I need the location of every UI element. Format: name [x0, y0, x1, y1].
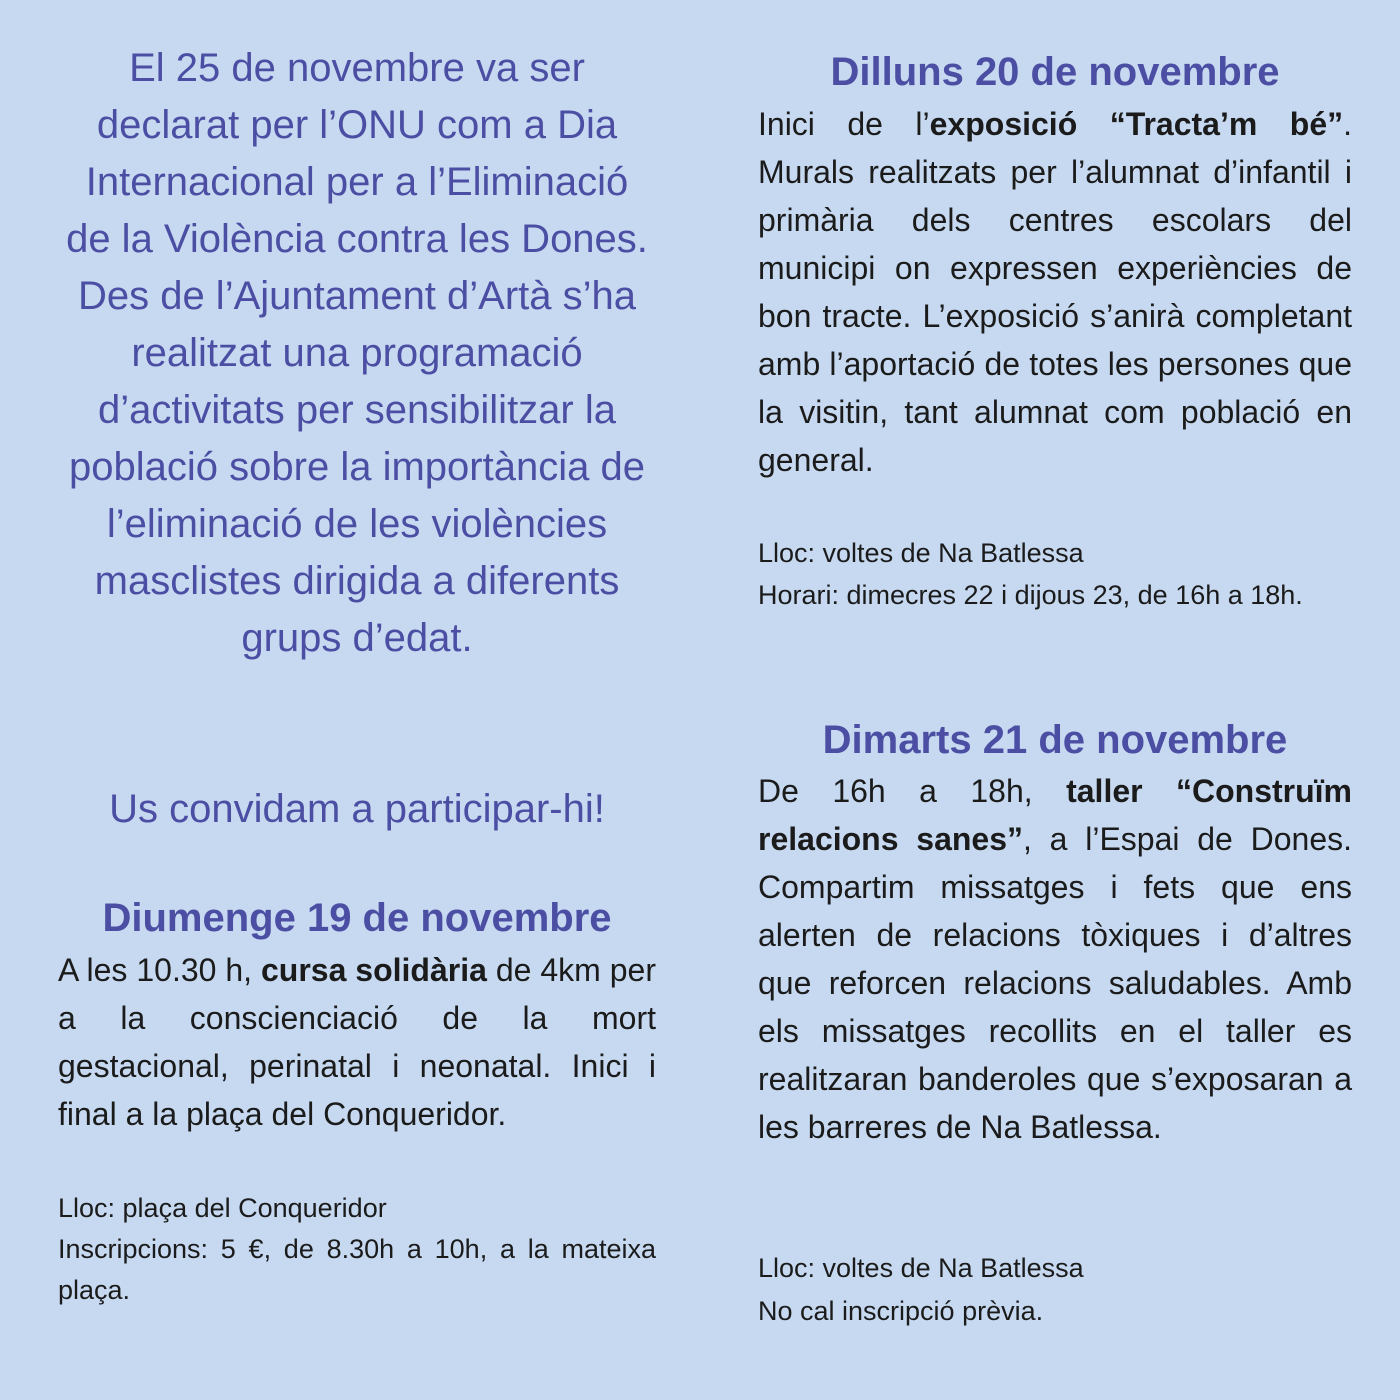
- tuesday-description: [758, 767, 1352, 1151]
- invitation-text: Us convidam a participar-hi!: [109, 787, 605, 831]
- sunday-description: [58, 946, 656, 1138]
- tuesday-text-after: , a l’Espai de Dones. Compartim missatges i fets que ens alerten de relacions tòxiques i d’altres que reforcen relacions saludables. Amb els missatges recollits en el taller es realitzaran banderoles que s’exposaran a les barreres de Na Batlessa.: [758, 821, 1353, 1145]
- tuesday-registration: No cal inscripció prèvia.: [758, 1296, 1044, 1326]
- intro-paragraph: El 25 de novembre va ser declarat per l’ONU com a Dia Internacional per a l’Eliminació de la Violència contra les Dones. Des de l’Ajuntament d’Artà s’ha realitzat una programació d’activitats per sensibilitzar la població sobre la importància de l’eliminació de les violències masclistes dirigida a diferents grups d’edat.: [66, 46, 648, 660]
- tuesday-highlight: taller “Construïm relacions sanes”: [758, 773, 1353, 857]
- tuesday-place: Lloc: voltes de Na Batlessa: [758, 1253, 1084, 1283]
- tuesday-text-before: De 16h a 18h,: [758, 773, 1067, 809]
- sunday-registration: Inscripcions: 5 €, de 8.30h a 10h, a la mateixa plaça.: [58, 1234, 656, 1305]
- monday-heading: Dilluns 20 de novembre: [830, 50, 1280, 94]
- monday-place: Lloc: voltes de Na Batlessa: [758, 538, 1084, 568]
- sunday-heading: Diumenge 19 de novembre: [102, 896, 612, 940]
- sunday-text-after: de 4km per a la conscienciació de la mort gestacional, perinatal i neonatal. Inici i final a la plaça del Conqueridor.: [58, 952, 657, 1132]
- sunday-place: Lloc: plaça del Conqueridor: [58, 1193, 387, 1223]
- sunday-highlight: cursa solidària: [260, 952, 487, 988]
- monday-highlight: exposició “Tracta’m bé”: [929, 106, 1344, 142]
- monday-description: [758, 100, 1352, 484]
- tuesday-heading: Dimarts 21 de novembre: [822, 718, 1288, 762]
- monday-schedule: Horari: dimecres 22 i dijous 23, de 16h a 18h.: [758, 580, 1303, 610]
- monday-text-after: . Murals realitzats per l’alumnat d’infantil i primària dels centres escolars del municipi on expressen experiències de bon tracte. L’exposició s’anirà completant amb l’aportació de totes les persones que la visitin, tant alumnat com població en general.: [758, 106, 1352, 478]
- monday-text-before: Inici de l’: [758, 106, 930, 142]
- sunday-text-before: A les 10.30 h,: [58, 952, 261, 988]
